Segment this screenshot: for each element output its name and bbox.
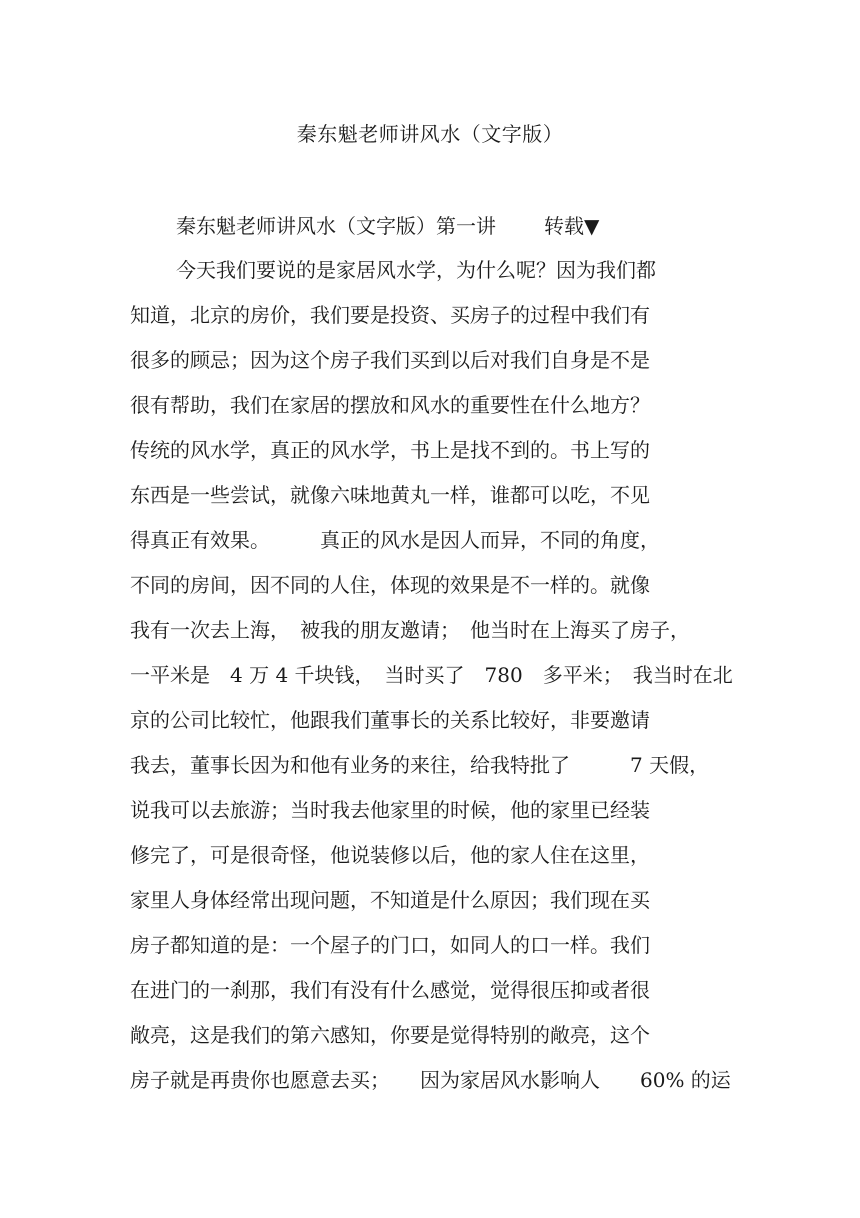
body-line: 我有一次去上海， 被我的朋友邀请； 他当时在上海买了房子， [130,618,690,642]
section-heading [176,210,599,239]
body-line: 家里人身体经常出现问题，不知道是什么原因；我们现在买 [130,888,650,912]
document-title: 秦东魁老师讲风水（文字版） [296,122,564,146]
section-heading-text: 秦东魁老师讲风水（文字版）第一讲 [176,214,496,238]
body-line: 房子就是再贵你也愿意去买； 因为家居风水影响人 60% 的运 [130,1068,731,1092]
repost-link[interactable]: 转载▼ [544,214,600,238]
body-line: 东西是一些尝试，就像六味地黄丸一样，谁都可以吃，不见 [130,483,650,507]
body-line: 很有帮助，我们在家居的摆放和风水的重要性在什么地方？ [130,393,650,417]
body-line: 很多的顾忌；因为这个房子我们买到以后对我们自身是不是 [130,348,650,372]
body-line: 房子都知道的是：一个屋子的门口，如同人的口一样。我们 [130,933,650,957]
body-line: 今天我们要说的是家居风水学，为什么呢？因为我们都 [176,258,656,282]
body-line: 不同的房间，因不同的人住，体现的效果是不一样的。就像 [130,573,650,597]
body-line: 得真正有效果。 真正的风水是因人而异，不同的角度， [130,528,660,552]
body-line: 在进门的一刹那，我们有没有什么感觉，觉得很压抑或者很 [130,978,650,1002]
body-line: 一平米是 4 万 4 千块钱， 当时买了 780 多平米； 我当时在北 [130,663,733,687]
body-line: 修完了，可是很奇怪，他说装修以后，他的家人住在这里， [130,843,650,867]
body-line: 我去，董事长因为和他有业务的来往，给我特批了 7 天假， [130,753,710,777]
body-line: 敞亮，这是我们的第六感知，你要是觉得特别的敞亮，这个 [130,1023,650,1047]
body-line: 京的公司比较忙，他跟我们董事长的关系比较好，非要邀请 [130,708,650,732]
body-line: 知道，北京的房价，我们要是投资、买房子的过程中我们有 [130,303,650,327]
body-line: 传统的风水学，真正的风水学，书上是找不到的。书上写的 [130,438,650,462]
body-line: 说我可以去旅游；当时我去他家里的时候，他的家里已经装 [130,798,650,822]
